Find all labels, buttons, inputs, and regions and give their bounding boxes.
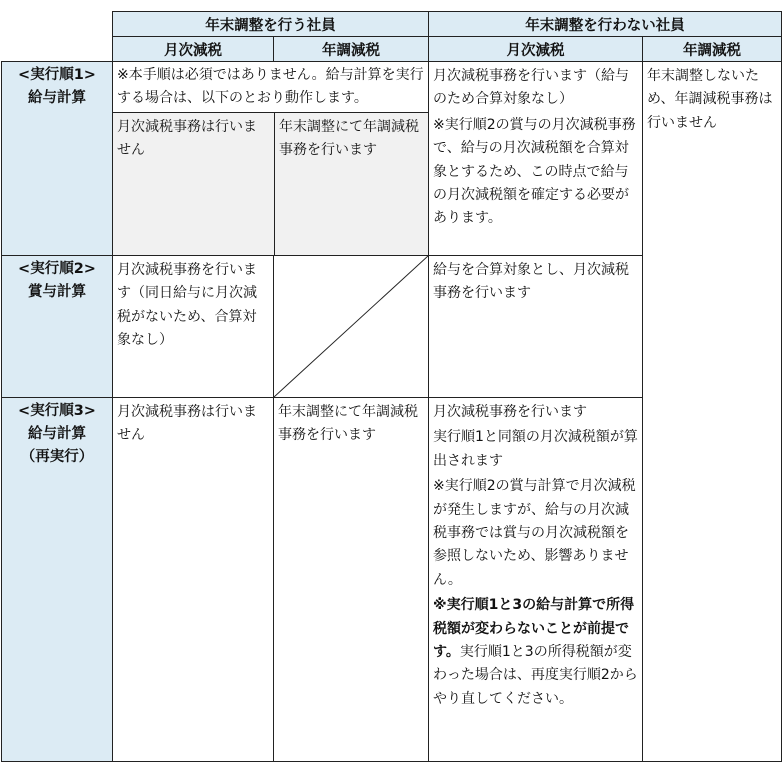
row-label-step1 <box>2 62 113 256</box>
step2-without-monthly: 給与を合算対象とし、月次減税事務を行います <box>429 256 643 398</box>
step3-without-monthly-line2: 実行順1と同額の月次減税額が算出されます <box>433 429 638 469</box>
step3-with-yearly: 年末調整にて年調減税事務を行います <box>274 398 429 762</box>
step1-with-adjustment-cell <box>113 62 429 256</box>
step2-order: <実行順2> <box>18 261 96 277</box>
step2-with-yearly-na <box>274 256 429 398</box>
step3-premise-bold: ※実行順1と3の給与計算で所得税額が変わらないことが前提です。 <box>433 597 635 661</box>
step3-without-monthly-line1: 月次減税事務を行います <box>433 404 587 420</box>
step3-with-monthly: 月次減税事務は行いません <box>113 398 274 762</box>
step1-order: <実行順1> <box>18 67 96 83</box>
step3-order: <実行順3> <box>18 403 96 419</box>
header-without-monthly: 月次減税 <box>429 37 643 62</box>
step3-without-monthly-premise <box>433 594 638 711</box>
step1-with-monthly: 月次減税事務は行いません <box>113 113 275 255</box>
row-label-step2 <box>2 256 113 398</box>
year-end-adjustment-table <box>1 11 782 762</box>
step1-with-yearly: 年末調整にて年調減税事務を行います <box>275 113 428 255</box>
without-yearly-merged: 年末調整しないため、年調減税事務は行いません <box>643 62 782 762</box>
step3-title: 給与計算 <box>28 426 86 442</box>
step1-note: ※本手順は必須ではありません。給与計算を実行する場合は、以下のとおり動作します。 <box>117 67 424 107</box>
header-with-monthly: 月次減税 <box>113 37 274 62</box>
header-without-yearly: 年調減税 <box>643 37 782 62</box>
step1-without-monthly <box>429 62 643 256</box>
step1-without-monthly-line1: 月次減税事務を行います（給与のため合算対象なし） <box>433 68 629 108</box>
step1-title: 給与計算 <box>28 90 86 106</box>
corner-blank <box>2 12 113 62</box>
step2-title: 賞与計算 <box>28 284 86 300</box>
step1-with-subcells <box>113 112 428 255</box>
step3-premise-rest: 実行順1と3の所得税額が変わった場合は、再度実行順2からやり直してください。 <box>433 644 638 707</box>
step3-without-monthly-note: ※実行順2の賞与計算で月次減税が発生しますが、給与の月次減税事務では賞与の月次減税額を参照しないため、影響ありません。 <box>433 478 636 588</box>
diagonal-line <box>274 256 428 397</box>
step1-without-monthly-note: ※実行順2の賞与の月次減税事務で、給与の月次減税額を合算対象とするため、この時点で給与の月次減税額を確定する必要があります。 <box>433 116 636 227</box>
row-label-step3 <box>2 398 113 762</box>
step3-without-monthly <box>429 398 643 762</box>
header-group-without-adjustment: 年末調整を行わない社員 <box>429 12 782 37</box>
header-group-with-adjustment: 年末調整を行う社員 <box>113 12 429 37</box>
step3-subtitle: （再実行） <box>20 449 94 465</box>
step2-with-monthly: 月次減税事務を行います（同日給与に月次減税がないため、合算対象なし） <box>113 256 274 398</box>
header-with-yearly: 年調減税 <box>274 37 429 62</box>
